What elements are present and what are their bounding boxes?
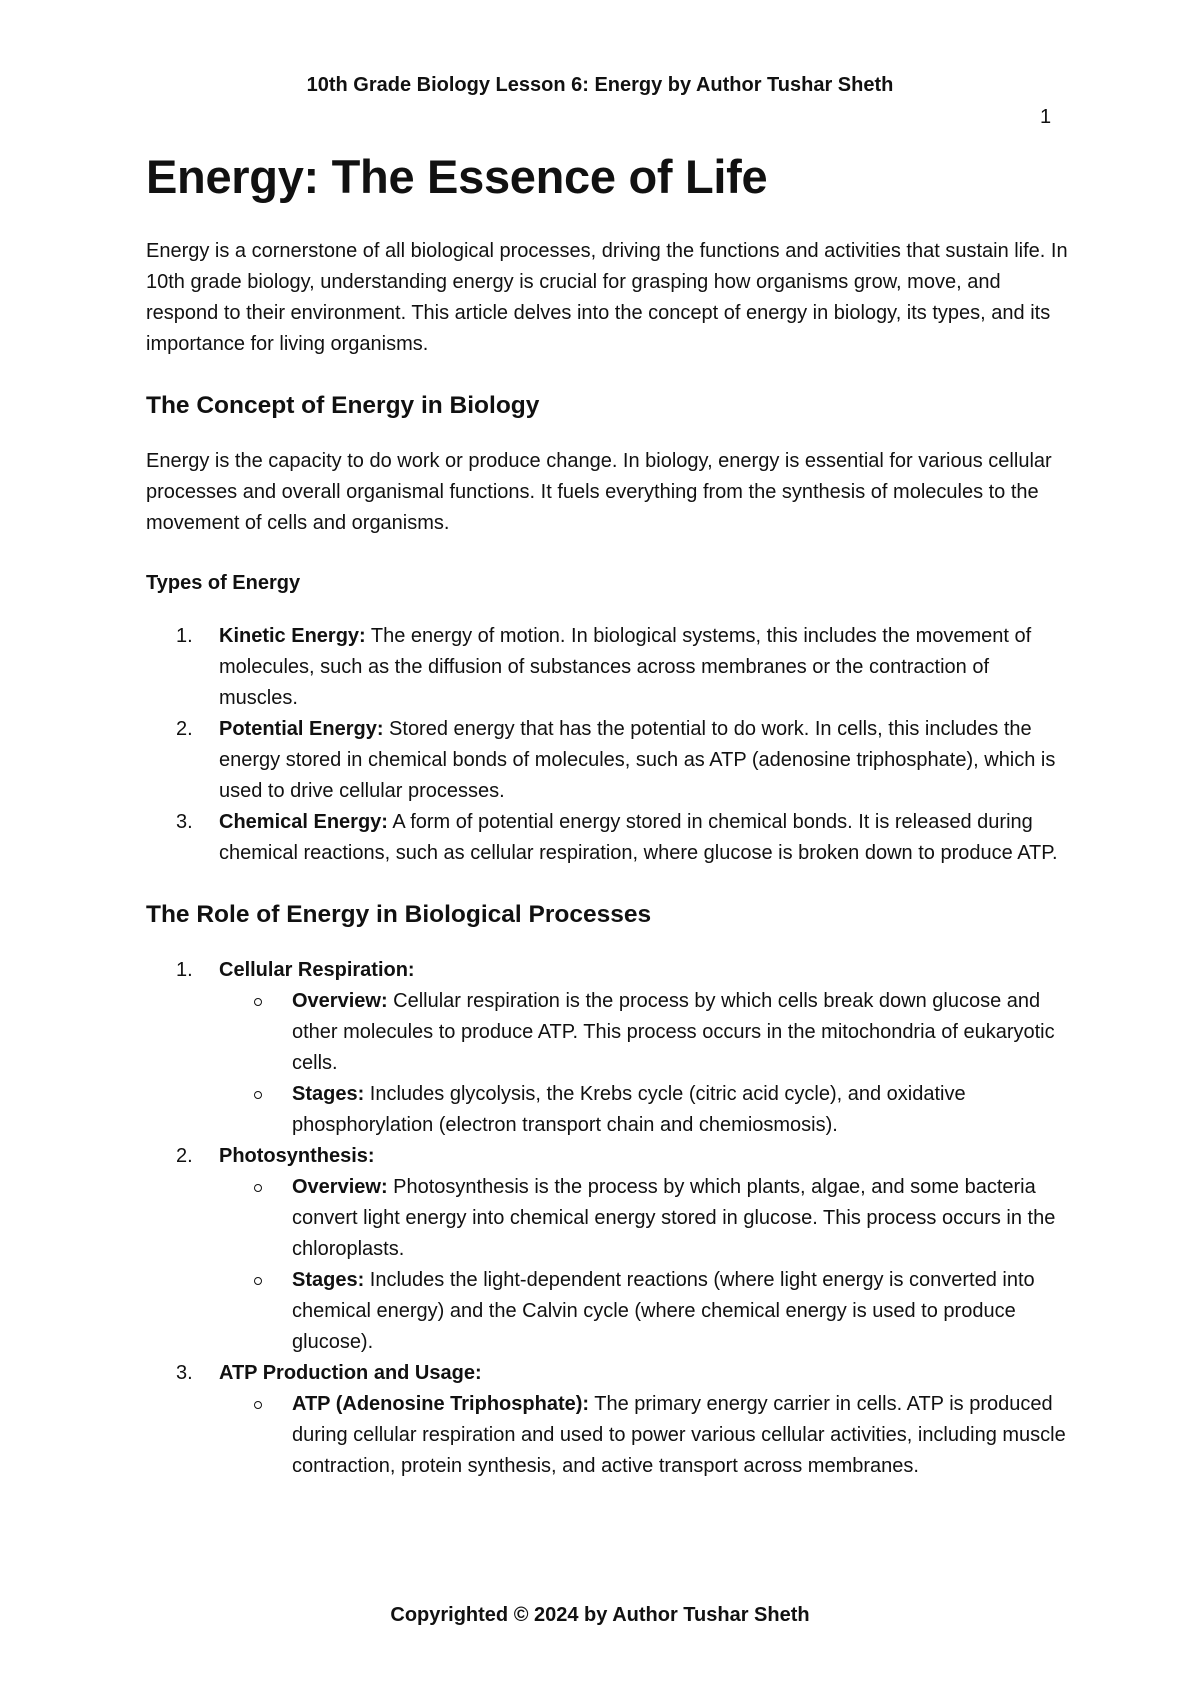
description: Stored energy that has the potential to do work. In cells, this includes the energy stored in chemical bonds of molecules, such as ATP (adenosine triphosphate), which is used to drive cellular processes. <box>219 718 1056 802</box>
description: A form of potential energy stored in chemical bonds. It is released during chemical reactions, such as cellular respiration, where glucose is broken down to produce ATP. <box>219 811 1058 864</box>
list-item <box>146 714 1068 807</box>
hollow-bullet-icon <box>254 998 262 1006</box>
description: Includes the light-dependent reactions (where light energy is converted into chemical energy) and the Calvin cycle (where chemical energy is used to produce glucose). <box>292 1269 1035 1353</box>
types-of-energy-heading: Types of Energy <box>146 572 301 594</box>
page-title: Energy: The Essence of Life <box>146 150 768 203</box>
intro-paragraph: Energy is a cornerstone of all biological processes, driving the functions and activities that sustain life. In 10th grade biology, understanding energy is crucial for grasping how organisms grow, move, and respond to their environment. This article delves into the concept of energy in biology, its types, and its importance for living organisms. <box>146 240 1068 355</box>
description: The energy of motion. In biological systems, this includes the movement of molecules, such as the diffusion of substances across membranes or the contraction of muscles. <box>219 625 1032 709</box>
item-title: Cellular Respiration: <box>219 959 415 981</box>
term: Kinetic Energy: <box>219 625 366 647</box>
term: Stages: <box>292 1083 365 1105</box>
hollow-bullet-icon <box>254 1401 262 1409</box>
copyright-footer: Copyrighted © 2024 by Author Tushar Sheth <box>390 1604 810 1626</box>
term: Overview: <box>292 1176 388 1198</box>
list-item <box>146 807 1068 869</box>
term: ATP (Adenosine Triphosphate): <box>292 1393 590 1415</box>
page-number: 1 <box>1040 106 1052 128</box>
hollow-bullet-icon <box>254 1277 262 1285</box>
concept-paragraph: Energy is the capacity to do work or produce change. In biology, energy is essential for various cellular processes and overall organismal functions. It fuels everything from the synthesis of molecules to the movement of cells and organisms. <box>146 450 1052 534</box>
term: Stages: <box>292 1269 365 1291</box>
document-body <box>146 148 1068 1512</box>
list-number: 1. <box>176 959 193 981</box>
sub-list <box>219 986 1068 1141</box>
section-heading-role: The Role of Energy in Biological Processes <box>146 901 652 928</box>
list-item <box>146 955 1068 1141</box>
term: Overview: <box>292 990 388 1012</box>
list-item <box>146 621 1068 714</box>
description: The primary energy carrier in cells. ATP is produced during cellular respiration and used to power various cellular activities, including muscle contraction, protein synthesis, and active transport across membranes. <box>292 1393 1066 1477</box>
item-title: Photosynthesis: <box>219 1145 375 1167</box>
hollow-bullet-icon <box>254 1091 262 1099</box>
biological-processes-list <box>146 955 1068 1482</box>
sub-list-item <box>219 1265 1068 1358</box>
description: Photosynthesis is the process by which plants, algae, and some bacteria convert light energy into chemical energy stored in glucose. This process occurs in the chloroplasts. <box>292 1176 1056 1260</box>
sub-list-item <box>219 986 1068 1079</box>
sub-list-item <box>219 1079 1068 1141</box>
list-number: 3. <box>176 1362 193 1384</box>
sub-list-item <box>219 1389 1068 1482</box>
sub-list <box>219 1389 1068 1482</box>
types-of-energy-list <box>146 621 1068 869</box>
sub-list-item <box>219 1172 1068 1265</box>
section-heading-concept: The Concept of Energy in Biology <box>146 392 540 419</box>
list-number: 2. <box>176 718 193 740</box>
list-item <box>146 1358 1068 1482</box>
list-number: 1. <box>176 625 193 647</box>
item-title: ATP Production and Usage: <box>219 1362 482 1384</box>
description: Cellular respiration is the process by which cells break down glucose and other molecules to produce ATP. This process occurs in the mitochondria of eukaryotic cells. <box>292 990 1055 1074</box>
hollow-bullet-icon <box>254 1184 262 1192</box>
sub-list <box>219 1172 1068 1358</box>
list-item <box>146 1141 1068 1358</box>
term: Potential Energy: <box>219 718 384 740</box>
running-header: 10th Grade Biology Lesson 6: Energy by Author Tushar Sheth <box>306 74 894 96</box>
term: Chemical Energy: <box>219 811 388 833</box>
list-number: 3. <box>176 811 193 833</box>
description: Includes glycolysis, the Krebs cycle (citric acid cycle), and oxidative phosphorylation (electron transport chain and chemiosmosis). <box>292 1083 966 1136</box>
list-number: 2. <box>176 1145 193 1167</box>
